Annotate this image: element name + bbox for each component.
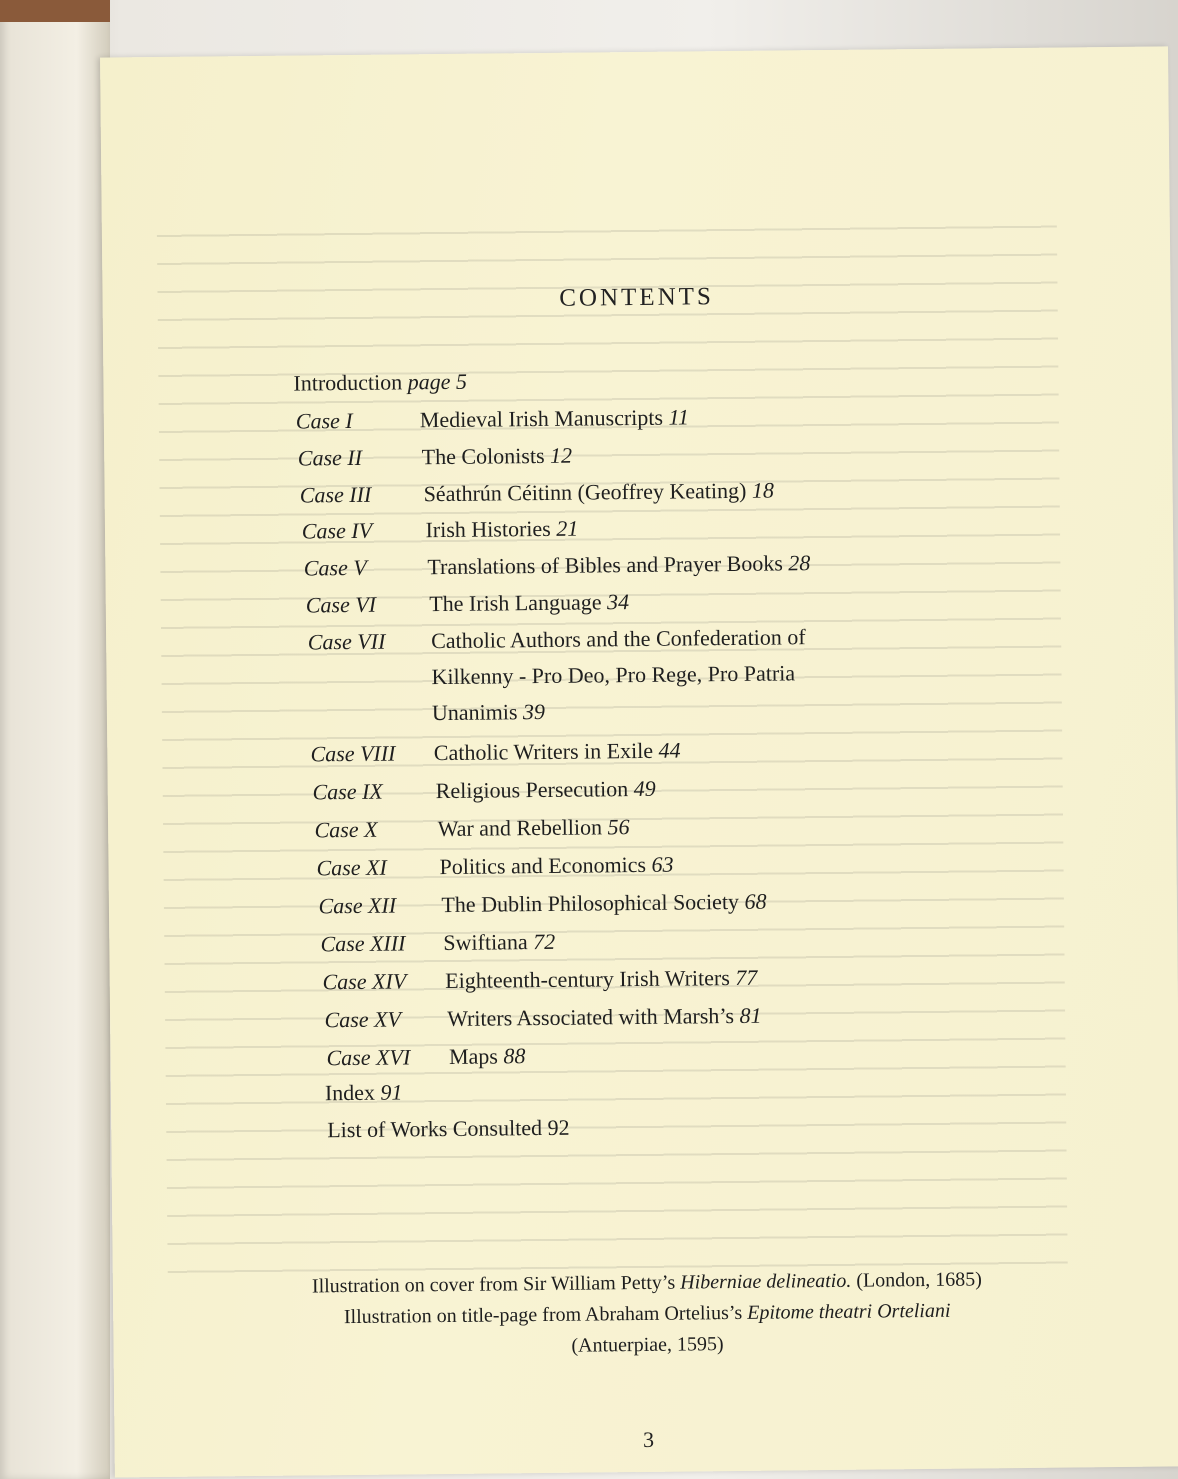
book-spine: [0, 0, 110, 1479]
title-page-illustration-credit: [113, 1297, 1178, 1331]
case-title: Séathrún Céitinn (Geoffrey Keating): [423, 477, 747, 507]
case-title: Writers Associated with Marsh’s: [446, 1003, 735, 1032]
cover-edge: [0, 0, 110, 22]
case-page: 72: [533, 928, 556, 955]
case-page: 21: [556, 515, 579, 541]
introduction-label: Introduction: [293, 369, 403, 396]
page-number: 3: [642, 1426, 655, 1452]
case-title: Medieval Irish Manuscripts: [419, 404, 664, 433]
case-entry: [420, 404, 689, 433]
case-title: Catholic Authors and the Confederation of: [431, 624, 806, 654]
case-page: 49: [633, 775, 656, 802]
case-page: 77: [735, 964, 758, 990]
page-title: CONTENTS: [559, 283, 714, 312]
case-page: 12: [549, 442, 573, 468]
case-entry: [429, 589, 629, 617]
introduction-entry: [293, 369, 467, 397]
case-title: The Dublin Philosophical Society: [441, 888, 740, 918]
case-number: Case XIII: [320, 930, 406, 957]
works-consulted-page: 92: [547, 1114, 570, 1140]
introduction-page: page 5: [407, 368, 468, 395]
case-entry: [431, 624, 807, 726]
case-page: 44: [658, 737, 681, 763]
case-title: Eighteenth-century Irish Writers: [445, 965, 730, 994]
case-page: 88: [503, 1043, 526, 1069]
case-number: Case VI: [305, 591, 377, 618]
case-entry: [447, 1003, 762, 1032]
case-entry: [449, 1043, 526, 1070]
case-page: 28: [788, 550, 811, 576]
case-entry: [439, 852, 673, 880]
case-page: 11: [668, 404, 690, 430]
case-title: The Colonists: [421, 442, 545, 470]
case-page: 68: [744, 888, 767, 914]
case-title: Politics and Economics: [439, 851, 647, 880]
case-page: 63: [651, 851, 674, 877]
case-entry: [443, 929, 555, 956]
case-title: Irish Histories: [425, 515, 551, 543]
case-number: Case IV: [301, 517, 373, 544]
cover-credit-suffix: (London, 1685): [856, 1268, 982, 1292]
case-title: Swiftiana: [443, 929, 528, 956]
case-number: Case X: [314, 816, 378, 843]
case-page: 81: [739, 1002, 762, 1028]
title-page-credit-place: (Antuerpiae, 1595): [571, 1333, 724, 1357]
case-page: 56: [607, 814, 630, 840]
case-title: War and Rebellion: [437, 814, 603, 842]
case-number: Case VII: [307, 628, 386, 655]
case-number: Case XI: [316, 854, 387, 881]
case-number: Case I: [295, 407, 353, 434]
case-title: The Irish Language: [429, 589, 602, 617]
case-number: Case XII: [318, 892, 397, 919]
case-entry: [425, 516, 578, 544]
case-entry: [437, 814, 629, 842]
title-credit-prefix: Illustration on title-page from Abraham Ortelius’s: [343, 1301, 743, 1329]
case-number: Case XIV: [322, 968, 407, 995]
case-number: Case VIII: [310, 740, 396, 767]
index-label: Index: [324, 1079, 376, 1106]
case-title-line3: Unanimis: [431, 699, 518, 726]
case-title: Maps: [448, 1043, 499, 1069]
case-title: Translations of Bibles and Prayer Books: [427, 550, 783, 580]
book-page: [100, 46, 1178, 1477]
case-entry: [441, 889, 766, 918]
case-number: Case III: [299, 481, 372, 508]
case-number: Case XVI: [326, 1044, 411, 1071]
cover-illustration-credit: [113, 1266, 1178, 1300]
cover-credit-prefix: Illustration on cover from Sir William Petty’s: [311, 1271, 676, 1298]
index-entry: [325, 1079, 403, 1106]
case-number: Case XV: [324, 1006, 402, 1033]
case-entry: [436, 776, 656, 804]
title-credit-title: Epitome theatri Orteliani: [747, 1299, 951, 1324]
case-page: 34: [606, 589, 630, 615]
case-title-line2: Kilkenny - Pro Deo, Pro Rege, Pro Patria: [431, 660, 796, 690]
case-page: 39: [522, 698, 546, 725]
works-consulted-entry: [327, 1115, 570, 1144]
case-entry: [423, 478, 774, 508]
case-entry: [434, 738, 681, 767]
case-entry: [445, 965, 757, 994]
case-number: Case V: [303, 554, 367, 581]
case-entry: [427, 550, 810, 580]
case-number: Case IX: [312, 778, 383, 805]
cover-credit-title: Hiberniae delineatio.: [680, 1269, 852, 1294]
index-page: 91: [380, 1079, 403, 1105]
case-number: Case II: [297, 444, 363, 471]
case-page: 18: [751, 477, 775, 503]
case-title: Catholic Writers in Exile: [433, 737, 654, 766]
case-entry: [422, 443, 573, 471]
works-consulted-label: List of Works Consulted: [327, 1115, 543, 1143]
case-title: Religious Persecution: [435, 776, 629, 804]
